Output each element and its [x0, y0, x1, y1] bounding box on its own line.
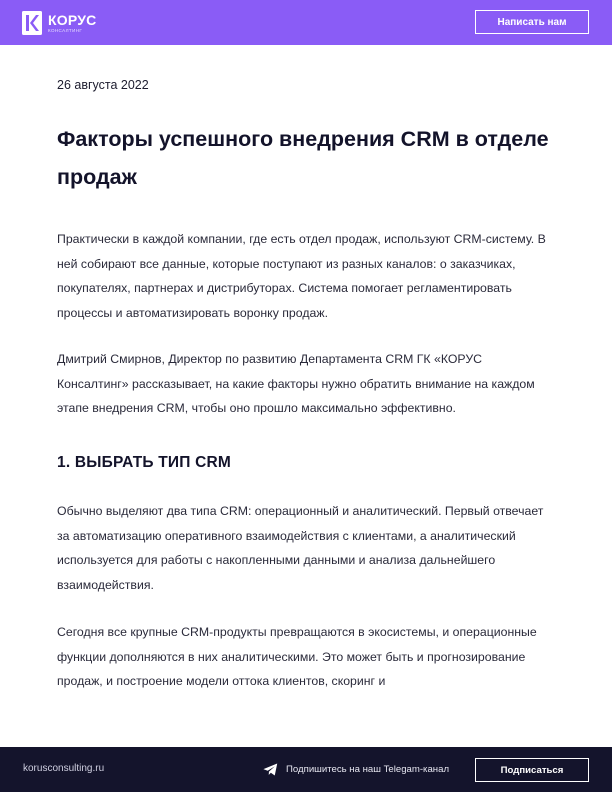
write-to-us-button[interactable]: Написать нам [475, 10, 589, 34]
logo-name: КОРУС [48, 11, 97, 28]
logo-subtitle: КОНСАЛТИНГ [48, 27, 83, 33]
section-heading: 1. ВЫБРАТЬ ТИП CRM [57, 454, 232, 471]
article-title: Факторы успешного внедрения CRM в отделе продаж [57, 127, 549, 189]
korus-logo-icon [22, 11, 42, 35]
korus-logo[interactable] [22, 11, 96, 35]
telegram-subscribe-text[interactable]: Подпишитесь на наш Telegam-канал [286, 764, 450, 775]
telegram-icon[interactable] [262, 761, 279, 778]
article-date: 26 августа 2022 [57, 78, 149, 92]
site-link[interactable]: korusconsulting.ru [23, 763, 105, 774]
paragraph-intro: Практически в каждой компании, где есть отдел продаж, используют CRM-систему. В ней собирают все данные, которые поступают из разных каналов: о заказчиках, покупателях, партнерах и дистрибуторах. Система помогает регламентировать процессы и автоматизировать воронку продаж. [57, 232, 546, 320]
header-bar [0, 0, 612, 45]
subscribe-button[interactable]: Подписаться [475, 758, 589, 782]
paragraph-crm-types: Обычно выделяют два типа CRM: операционный и аналитический. Первый отвечает за автоматизацию оперативного взаимодействия с клиентами, а аналитический используется для работы с накопленными данными и анализа дальнейшего взаимодействия. [57, 504, 544, 592]
paragraph-ecosystems: Сегодня все крупные CRM-продукты превращаются в экосистемы, и операционные функции дополняются в них аналитическими. Это может быть и прогнозирование продаж, и построение модели оттока клиентов, скоринг и [57, 625, 537, 688]
footer-bar [0, 747, 612, 792]
paragraph-author: Дмитрий Смирнов, Директор по развитию Департамента CRM ГК «КОРУС Консалтинг» рассказывает, на какие факторы нужно обратить внимание на каждом этапе внедрения CRM, чтобы оно прошло максимально эффективно. [57, 352, 535, 415]
